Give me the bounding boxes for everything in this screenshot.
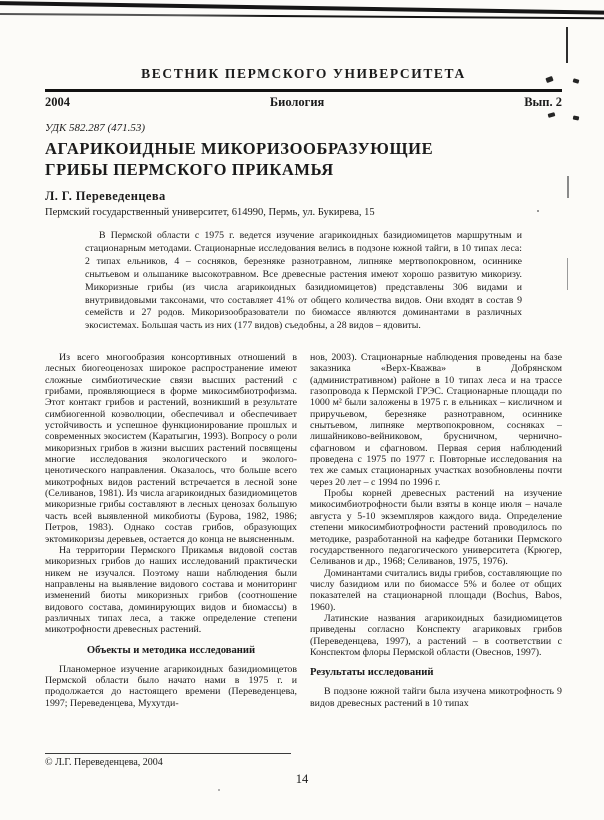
scan-artifact-top-line-2 [0,13,604,19]
paragraph: Из всего многообразия консортивных отношений в лесных биогеоценозах широкое распространение имеют сложные симбиотические связи высших растений с грибами, проявляющиеся в форме микосимбиотрофизма. Этот контакт грибов и растений, возникший в результате симбиогенной коэволюции, обеспечивал и обеспечивает устойчивость и успешное функционирование прошлых и современных экосистем (Каратыгин, 1993). Вопросу о роли микоризных грибов в жизни высших растений посвящены многие исследования экологического и эколого-ценотического направления. Оказалось, что больше всего микотрофных видов растений встречается в лесной зоне (Селиванов, 1981). Из числа агарикоидных базидиомицетов микоризные грибы составляют в лесных ценозах большую часть всей выявленной микобиоты (Бурова, 1982, 1986; Петров, 1983). Однако состав грибов, образующих эктомикоризы деревьев, остается до конца не выясненным. [45,352,297,545]
footnote-rule [45,753,291,754]
section-heading-results: Результаты исследований [310,667,434,679]
author-name: Л. Г. Переведенцева [45,189,166,203]
scan-artifact-margin-line-1 [567,176,569,198]
article-title-line-2: ГРИБЫ ПЕРМСКОГО ПРИКАМЬЯ [45,160,334,179]
section-heading-methods: Объекты и методика исследований [86,644,256,656]
abstract-paragraph: В Пермской области с 1975 г. ведется изучение агарикоидных базидиомицетов маршрутным и стационарным методами. Стационарные исследования велись в подзоне южной тайги, в 10 типах леса: 2 типах ельников, 4 – сосняков, березняке разнотравном, липняке мертвопокровном, осиннике снытьевом и ольшанике высокотравном. Все древесные растения имеют хорошо развитую микоризу. Микоризные грибы (из числа агарикоидных базидиомицетов) представлены 306 видами и внутривидовыми таксонами, что составляет 41% от общего количества видов. Они входят в состав 9 семейств и 27 родов. Микоризообразователи по биомассе являются доминантами в различных экосистемах. Большая часть из них (177 видов) съедобны, а 28 видов – ядовиты. [85,230,522,332]
scan-artifact-margin-line-2 [567,258,568,290]
paragraph: Планомерное изучение агарикоидных базидиомицетов Пермской области было начато нами в 1975 г. и продолжается до настоящего времени (Переведенцева, 1997; Переведенцева, Мухутди- [45,663,297,709]
article-title-line-1: АГАРИКОИДНЫЕ МИКОРИЗООБРАЗУЮЩИЕ [45,139,434,158]
masthead-issue: Вып. 2 [524,95,562,109]
article-title [45,138,525,180]
scan-speck [218,789,220,791]
paragraph: нов, 2003). Стационарные наблюдения проведены на базе заказника «Верх-Кважва» в Добрянском (административном) районе в 10 типах леса и на трассе газопровода к Пермской ГРЭС. Стационарные площади по 1000 м² были заложены в 1975 г. в ельниках – кисличном и приручьевом, березняке разнотравном, осиннике снытьевом, липняке мертвопокровном, сосняках – лишайниково-вейниковом, брусничном, чернично-сфагновом и сфагновом. Первая серия наблюдений проведена с 1975 по 1977 г. Повторные исследования на тех же самых стационарных участках возобновлены почти через 20 лет – с 1994 по 1996 г. [310,352,562,488]
copyright-line: © Л.Г. Переведенцева, 2004 [45,757,163,768]
scan-speck [573,78,580,83]
masthead-year: 2004 [45,95,70,109]
paragraph: Доминантами считались виды грибов, составляющие по числу базидиом или по биомассе 5% и более от общих показателей на стационарной площади (Bochus, Babos, 1960). [310,567,562,613]
journal-title: ВЕСТНИК ПЕРМСКОГО УНИВЕРСИТЕТА [141,66,466,81]
paragraph: Латинские названия агарикоидных базидиомицетов приведены согласно Конспекту агариковых грибов (Переведенцева, 1997), а растений – в соответствии с Конспектом флоры Пермской области (Овеснов, 1997). [310,612,562,658]
scan-speck [573,116,580,121]
masthead-rule [45,89,562,92]
paragraph: Пробы корней древесных растений на изучение микосимбиотрофности были взяты в конце июля – начале августа у 5-10 экземпляров каждого вида. Определение степени микосимбиотрофности растений проводилось по методике, разработанной на кафедре ботаники Пермского государственного педагогического университета (Крюгер, Селиванов и др., 1968; Селиванов, 1975, 1976). [310,488,562,568]
masthead-section: Биология [269,95,325,109]
page-number: 14 [295,772,309,786]
paragraph: На территории Пермского Прикамья видовой состав микоризных грибов до наших исследований практически никем не изучался. Поэтому наши наблюдения были направлены на выявление видового состава и мониторинг изменений биоты микоризных грибов (соотношение видового состава, доминирующих видов и биомассы) в различных типах леса, а также определение степени микотрофности древесных растений. [45,544,297,636]
scan-artifact-top-line-1 [0,1,604,15]
scan-artifact-vertical-tick [566,27,568,63]
article-body [45,352,562,752]
masthead-meta-row [45,95,562,110]
paragraph: В подзоне южной тайги была изучена микотрофность 9 видов древесных растений в 10 типах [310,686,562,709]
scan-speck [548,112,556,118]
scan-speck [537,210,539,212]
udc-code: УДК 582.287 (471.53) [45,122,146,134]
author-affiliation: Пермский государственный университет, 614990, Пермь, ул. Букирева, 15 [45,207,375,218]
right-column [310,352,562,752]
left-column [45,352,297,752]
